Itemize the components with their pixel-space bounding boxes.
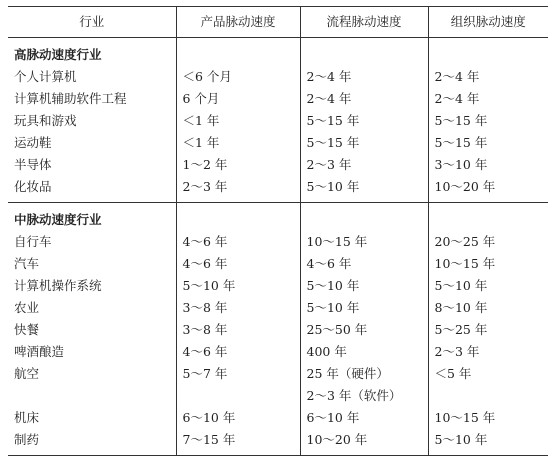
product-cell: 5～7 年: [176, 363, 300, 385]
section-title-spacer: [176, 38, 300, 67]
process-cell: 25～50 年: [300, 319, 428, 341]
organization-cell: 5～10 年: [428, 275, 548, 297]
process-cell: 2～4 年: [300, 66, 428, 88]
industry-cell: 计算机操作系统: [14, 278, 102, 293]
header-industry: 行业: [8, 7, 176, 38]
industry-cell: 玩具和游戏: [14, 113, 77, 128]
organization-cell: 20～25 年: [428, 231, 548, 253]
product-cell: 2～3 年: [176, 176, 300, 203]
organization-cell: 5～10 年: [428, 429, 548, 456]
section-title-spacer: [300, 38, 428, 67]
table-row: [8, 253, 548, 275]
table-row: [8, 66, 548, 88]
process-cell: 5～15 年: [300, 110, 428, 132]
table-row: [8, 110, 548, 132]
industry-cell: 航空: [14, 366, 40, 381]
process-cell: 10～15 年: [300, 231, 428, 253]
industry-cell: 农业: [14, 300, 40, 315]
process-cell: 10～20 年: [300, 429, 428, 456]
organization-cell: 10～15 年: [428, 253, 548, 275]
table-row: [8, 154, 548, 176]
organization-cell: 3～10 年: [428, 154, 548, 176]
table-row: [8, 385, 548, 407]
product-cell: 5～10 年: [176, 275, 300, 297]
organization-cell: 2～4 年: [428, 88, 548, 110]
process-cell: 5～15 年: [300, 132, 428, 154]
industry-cell: 运动鞋: [14, 135, 52, 150]
header-process-clockspeed: 流程脉动速度: [300, 7, 428, 38]
organization-cell: 10～20 年: [428, 176, 548, 203]
product-cell: 1～2 年: [176, 154, 300, 176]
process-cell: 5～10 年: [300, 275, 428, 297]
industry-cell: 快餐: [14, 322, 40, 337]
section-title-row: [8, 203, 548, 232]
product-cell: 4～6 年: [176, 253, 300, 275]
industry-cell: 半导体: [14, 157, 52, 172]
table-row: [8, 231, 548, 253]
process-cell: 4～6 年: [300, 253, 428, 275]
industry-cell: 汽车: [14, 256, 40, 271]
industry-clockspeed-table: [8, 6, 548, 456]
table-row: [8, 88, 548, 110]
table-row: [8, 275, 548, 297]
product-cell: 4～6 年: [176, 341, 300, 363]
section-title-spacer: [428, 203, 548, 232]
section-title-spacer: [300, 203, 428, 232]
product-cell: 4～6 年: [176, 231, 300, 253]
table-row: [8, 429, 548, 456]
section-title-row: [8, 38, 548, 67]
process-cell: 5～10 年: [300, 297, 428, 319]
product-cell: 6～10 年: [176, 407, 300, 429]
product-cell: ＜1 年: [176, 132, 300, 154]
table-row: [8, 176, 548, 203]
industry-cell: 啤酒酿造: [14, 344, 65, 359]
header-organization-clockspeed: 组织脉动速度: [428, 7, 548, 38]
organization-cell: 10～15 年: [428, 407, 548, 429]
industry-cell: 个人计算机: [14, 69, 77, 84]
section-title: 中脉动速度行业: [14, 212, 102, 227]
process-cell: 400 年: [300, 341, 428, 363]
organization-cell: [428, 385, 548, 407]
product-cell: ＜6 个月: [176, 66, 300, 88]
process-cell: 25 年（硬件）: [300, 363, 428, 385]
header-row: [8, 7, 548, 38]
table-row: [8, 319, 548, 341]
organization-cell: 2～4 年: [428, 66, 548, 88]
product-cell: 7～15 年: [176, 429, 300, 456]
industry-cell: 化妆品: [14, 179, 52, 194]
product-cell: 3～8 年: [176, 297, 300, 319]
product-cell: ＜1 年: [176, 110, 300, 132]
industry-cell: 制药: [14, 432, 40, 447]
section-title: 高脉动速度行业: [14, 47, 102, 62]
table-row: [8, 341, 548, 363]
organization-cell: 5～15 年: [428, 110, 548, 132]
section-title-spacer: [428, 38, 548, 67]
table-row: [8, 363, 548, 385]
process-cell: 2～3 年（软件）: [300, 385, 428, 407]
organization-cell: 5～15 年: [428, 132, 548, 154]
industry-cell: 机床: [14, 410, 40, 425]
table-row: [8, 407, 548, 429]
group-high-clockspeed: [8, 38, 548, 203]
group-medium-clockspeed: [8, 203, 548, 456]
organization-cell: 2～3 年: [428, 341, 548, 363]
table-row: [8, 297, 548, 319]
section-title-spacer: [176, 203, 300, 232]
process-cell: 2～3 年: [300, 154, 428, 176]
industry-cell: 计算机辅助软件工程: [14, 91, 127, 106]
product-cell: [176, 385, 300, 407]
product-cell: 3～8 年: [176, 319, 300, 341]
process-cell: 5～10 年: [300, 176, 428, 203]
organization-cell: 5～25 年: [428, 319, 548, 341]
product-cell: 6 个月: [176, 88, 300, 110]
organization-cell: ＜5 年: [428, 363, 548, 385]
header-product-clockspeed: 产品脉动速度: [176, 7, 300, 38]
process-cell: 6～10 年: [300, 407, 428, 429]
industry-cell: [8, 385, 176, 407]
table-row: [8, 132, 548, 154]
industry-cell: 自行车: [14, 234, 52, 249]
process-cell: 2～4 年: [300, 88, 428, 110]
organization-cell: 8～10 年: [428, 297, 548, 319]
